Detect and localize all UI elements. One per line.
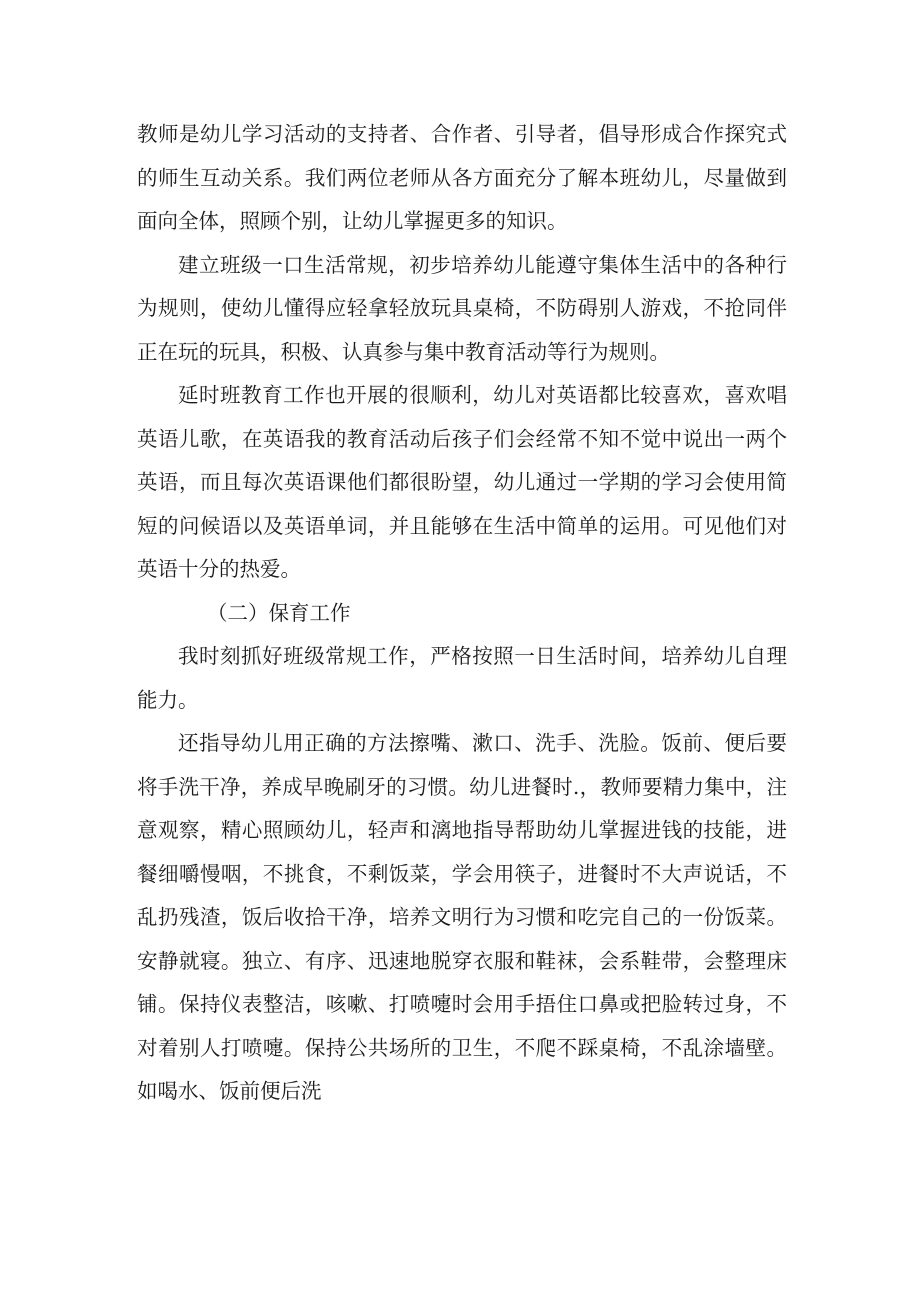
paragraph-english-class: 延时班教育工作也开展的很顺利，幼儿对英语都比较喜欢，喜欢唱英语儿歌，在英语我的教育活动后孩子们会经常不知不觉中说出一两个英语，而且每次英语课他们都很盼望，幼儿通过一学期的学习会使用简短的问候语以及英语单词，并且能够在生活中简单的运用。可见他们对英语十分的热爱。 (137, 383, 787, 581)
paragraph-hygiene-guidance: 还指导幼儿用正确的方法擦嘴、漱口、洗手、洗脸。饭前、便后要将手洗干净，养成早晚刷牙的习惯。幼儿进餐时.，教师要精力集中，注意观察，精心照顾幼儿，轻声和漓地指导帮助幼儿掌握进钱的技能，进餐细嚼慢咽，不挑食，不剩饭菜，学会用筷子，进餐时不大声说话，不乱扔残渣，饭后收拾干净，培养文明行为习惯和吃完自己的一份饭菜。安静就寝。独立、有序、迅速地脱穿衣服和鞋袜，会系鞋带，会整理床铺。保持仪表整洁，咳嗽、打喷嚏时会用手捂住口鼻或把脸转过身，不对着别人打喷嚏。保持公共场所的卫生，不爬不踩桌椅，不乱涂墙壁。如喝水、饭前便后洗 (137, 731, 787, 1103)
document-body (137, 113, 787, 1114)
paragraph-teacher-role: 教师是幼儿学习活动的支持者、合作者、引导者，倡导形成合作探究式的师生互动关系。我们两位老师从各方面充分了解本班幼儿，尽量做到面向全体，照顾个别，让幼儿掌握更多的知识。 (137, 122, 787, 233)
section-heading-care-work: （二）保育工作 (207, 600, 351, 625)
paragraph-class-routine: 建立班级一口生活常规，初步培养幼儿能遵守集体生活中的各种行为规则，使幼儿懂得应轻拿轻放玩具桌椅，不防碍别人游戏，不抢同伴正在玩的玩具，积极、认真参与集中教育活动等行为规则。 (137, 252, 787, 364)
paragraph-self-care: 我时刻抓好班级常规工作，严格按照一日生活时间，培养幼儿自理能力。 (137, 644, 787, 712)
